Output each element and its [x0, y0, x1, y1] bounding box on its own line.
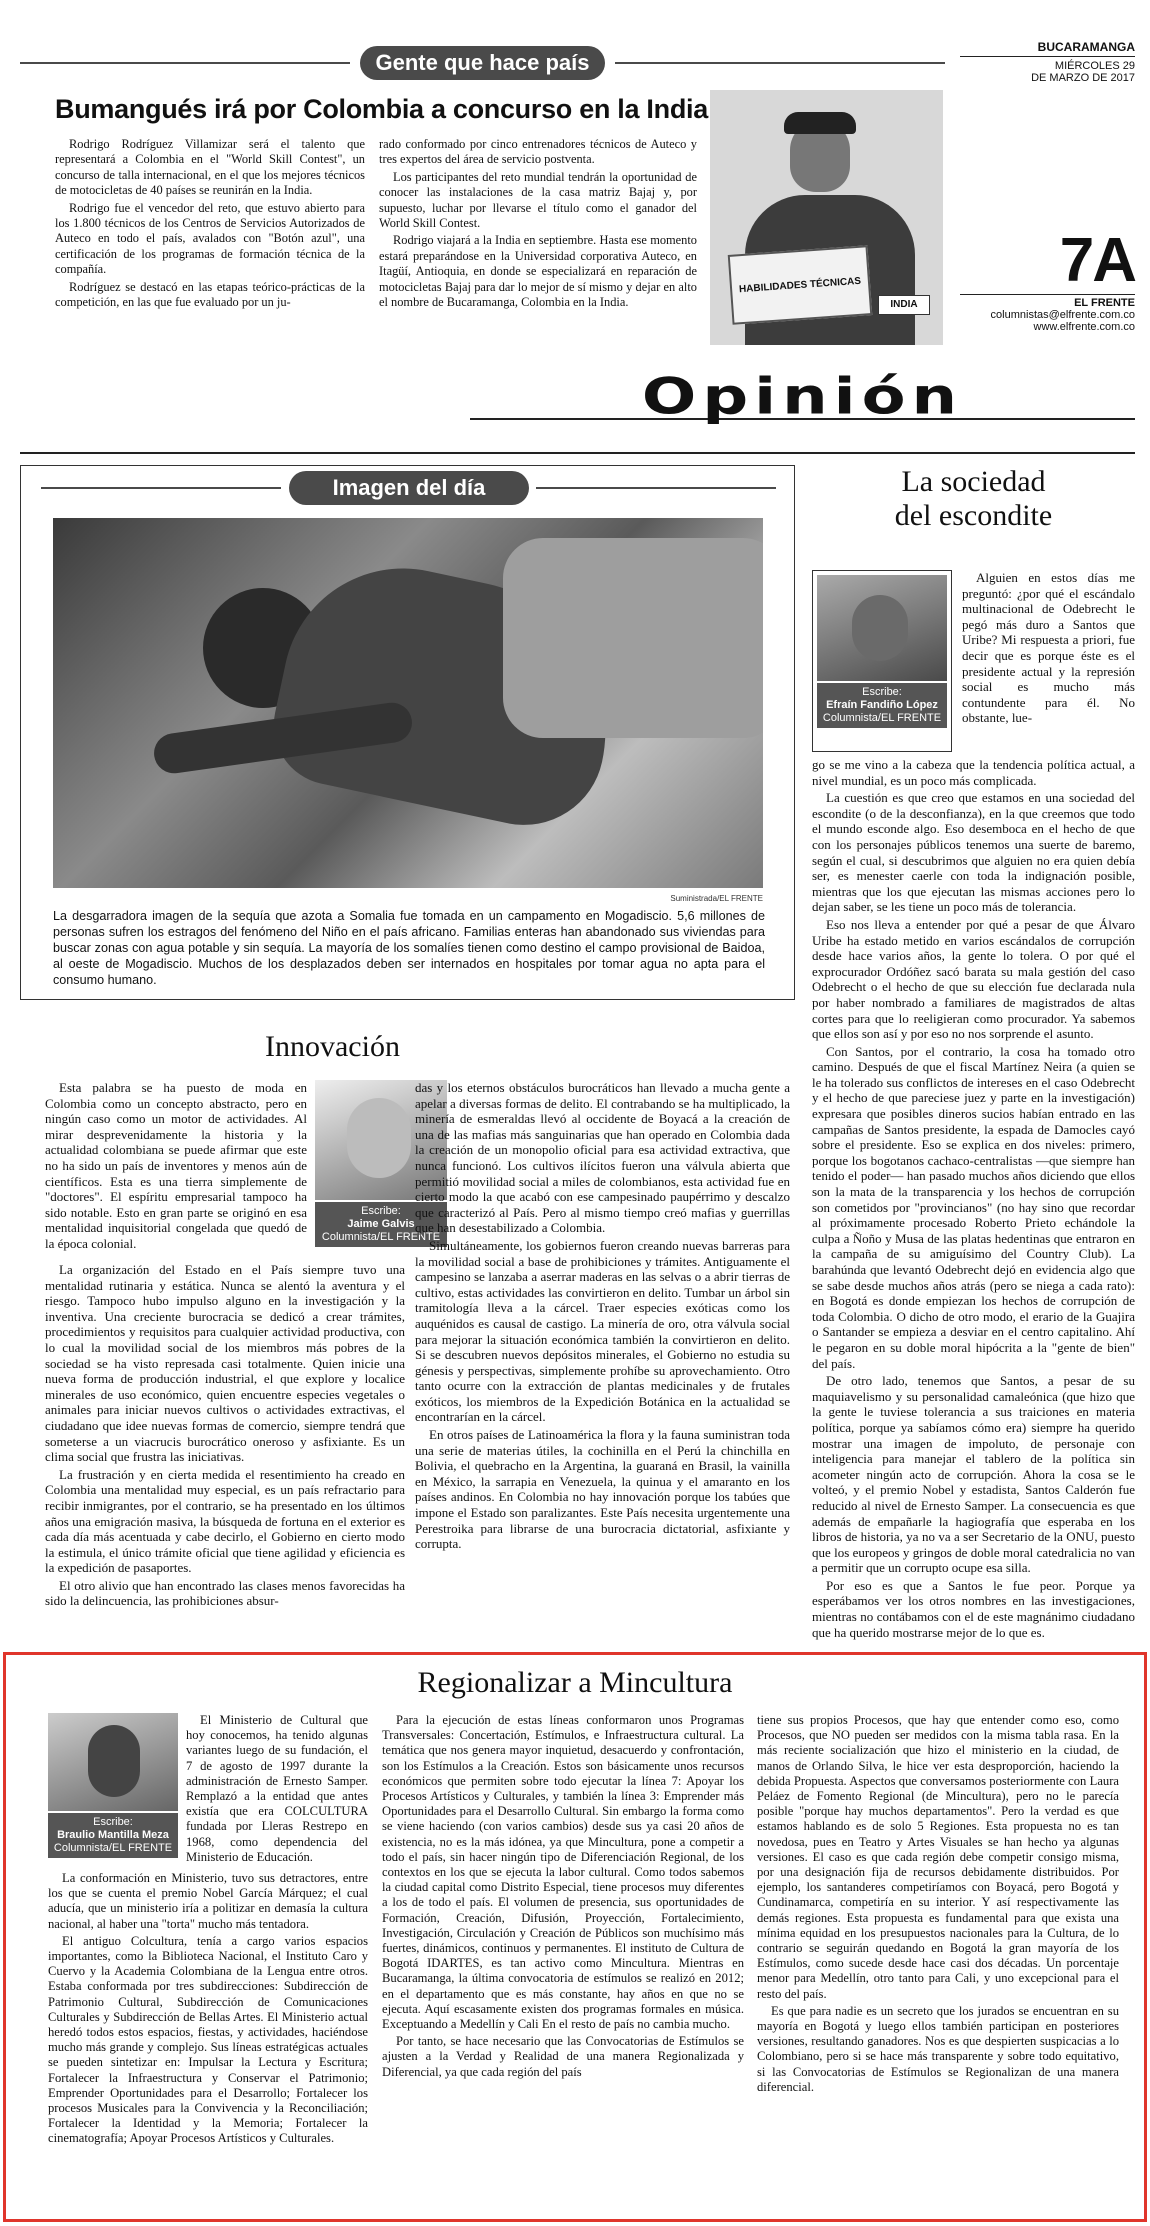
section-rule-bottom	[20, 452, 1135, 454]
story-col-2	[379, 137, 697, 312]
story-col-1	[55, 137, 365, 312]
byline-box	[48, 1813, 178, 1858]
sociedad-body	[812, 757, 1135, 1642]
byline-name: Jaime Galvis	[347, 1218, 415, 1230]
story-paragraph: Rodrigo fue el vencedor del reto, que estuvo abierto para los 1.800 técnicos de los Centros de Servicios Autorizados de Auteco en todo el país, avalados con "Botón azul", una certificación de los programas de formación técnica de la compañía.	[55, 200, 365, 277]
diploma-text: HABILIDADES TÉCNICAS	[738, 275, 862, 296]
sociedad-title-1: La sociedad	[901, 465, 1046, 498]
top-story	[20, 40, 945, 345]
regionalizar-paragraph: El antiguo Colcultura, tenía a cargo varios espacios importantes, como la Biblioteca Nacional, el Instituto Caro y Cuervo y la Academia Colombiana de la Lengua entre otros. Estaba conformada por tres subdirecciones: Subdirección de Patrimonio Cultural, Subdirección de Comunicaciones Culturales y Subdirección de Bellas Artes. El Ministerio actual heredó todos estos espacios, fiestas, y actividades, haciéndose mucho más grande y complejo. Sus líneas estratégicas actuales se pueden sintetizar en: Impulsar la Lectura y Escritura; Fortalecer la Infraestructura y Conservar el Patrimonio; Emprender Oportunidades para el Desarrollo; Fortalecer los procesos Musicales para la Convivencia y la Reconciliación; Fortalecer la Identidad y la Memoria; Fortalecer la cinematografía; Apoyar Procesos Artísticos y Culturales.	[48, 1933, 368, 2146]
columnist-photo	[48, 1713, 178, 1811]
regionalizar-col-1	[48, 1871, 368, 2149]
byline-box	[817, 683, 947, 728]
byline-name: Efraín Fandiño López	[826, 699, 938, 711]
story-paragraph: Rodríguez se destacó en las etapas teórico-prácticas de la competición, en las que fue evaluado por un ju-	[55, 279, 365, 310]
blanket-icon	[503, 538, 763, 738]
website: www.elfrente.com.co	[1033, 321, 1135, 333]
innovacion-col-2	[415, 1080, 790, 1554]
drought-photo	[53, 518, 763, 888]
cap-icon	[784, 112, 856, 134]
india-tag: INDIA	[878, 295, 930, 315]
byline-label: Escribe:	[93, 1816, 133, 1828]
byline-label: Escribe:	[361, 1205, 401, 1217]
regionalizar-paragraph: La conformación en Ministerio, tuvo sus detractores, entre los que se cuenta el premio Nobel García Márquez; el cual aducía, que un ministerio iría a politizar en demasía la cultura nacional, al haber una "torta" mucho más tentadora.	[48, 1871, 368, 1931]
regionalizar-paragraph: Por tanto, se hace necesario que las Convocatorias de Estímulos se ajusten a la Verdad y Realidad de una manera Regionalizada y Diferencial, ya que cada región del país	[382, 2034, 744, 2079]
sociedad-paragraph: Eso nos lleva a entender por qué a pesar de que Álvaro Uribe ha estado metido en varios escándalos de corrupción desde hace varios años, la gente lo tolera. O por qué el exprocurador Ordóñez sacó barata su mala gestión del caso Odebrecht o el hecho de que su elección fue declarada nula por haber nombrado a familiares de magistrados de altas cortes para que lo reeligieran como procurador. Ya sabemos que ellos son así y por eso no nos sorprende el asunto.	[812, 916, 1135, 1042]
sociedad-paragraph: De otro lado, tenemos que Santos, a pesar de su maquiavelismo y su personalidad camaleónica (que hizo que la gente le tuviese tolerancia a sus traiciones en materia política, porque ya sabíamos cómo era) siempre ha querido mostrar una imagen de impoluto, de personaje con inteligencia para manejar el tablero de la política sin acometer ningún acto de corrupción. Ahora la cosa se le volteó, y el premio Nobel y estadista, Santos Calderón fue reducido al nivel de Ernesto Samper. La consecuencia es que además de empañarle la hagiografía que esperaba en los libros de historia, ya no va a ser Secretario de la ONU, puesto que los europeos y gringos de doble moral catedralicia no van a permitir que un corrupto ocupe esa silla.	[812, 1373, 1135, 1576]
pill-rule-left	[20, 62, 350, 64]
regionalizar-col-2	[382, 1713, 744, 2082]
diploma-sign	[728, 245, 873, 325]
columnist-face-icon	[347, 1098, 411, 1178]
page-number: 7A	[1059, 226, 1135, 295]
columnist-face-icon	[88, 1725, 140, 1797]
byline-role: Columnista/EL FRENTE	[822, 712, 942, 724]
sociedad-column	[812, 465, 1135, 1640]
regionalizar-paragraph: tiene sus propios Procesos, que hay que entender como eso, como Procesos, que NO pueden ser medidos con la misma tabla rasa. En la más reciente socialización que hizo el ministerio en la ciudad, de manos de Orlando Silva, le hice ver esta desproporción, haciendo la debida Propuesta. Aspectos que conversamos posteriormente con Laura Peláez de Fomento Regional (de Mincultura), pero no le parecía posible "porque hay muchos departamentos". Pero la verdad es que estamos hablando es de solo 5 Regiones. Esta propuesta no es tan novedosa, pues en Teatro y Artes Visuales se han hecho ya algunas versiones. El caso es que cada región debe competir consigo misma, por una designación fija de recursos debidamente distribuidos. Por ejemplo, los santanderes competiríamos con Boyacá, pero Bogotá y Cundinamarca, competiría en su interior. Y así respectivamente las demás regiones. Esta propuesta es fundamental para que exista una mínima equidad en los presupuestos nacionales para la Cultura, de lo contrario se seguirán quedando en Bogotá la gran mayoría de los Estímulos, como sucede desde hace casi dos décadas. Un porcentaje menor para Medellín, otro tanto para Cali, y uno excepcional para el resto del país.	[757, 1713, 1119, 2001]
date-line-1: MIÉRCOLES 29	[1054, 60, 1135, 72]
sociedad-paragraph: La cuestión es que creo que estamos en una sociedad del escondite (o de la desconfianza), en la que creemos que todo el mundo esconde algo. Eso desemboca en el hecho de que con los personajes públicos tenemos una suerte de baremo, según el cual, si descubrimos que alguien no era quien debía ser, es menester caerle con toda la indignación posible, mientras que los que ejecutan las mismas acciones pero lo dejan saber, se les tiene un poco más de tolerancia.	[812, 790, 1135, 915]
image-of-day	[20, 465, 795, 1000]
story-photo	[710, 90, 943, 345]
paper-name: EL FRENTE	[960, 294, 1135, 309]
image-of-day-pill: Imagen del día	[289, 471, 529, 505]
innovacion-paragraph: En otros países de Latinoamérica la flora y la fauna suministran toda una serie de materias útiles, la cochinilla en el Perú la chinchilla en Bolivia, el quebracho en la Argentina, la guaraná en Brasil, la vainilla en México, la sarrapia en Venezuela, la quinua y el amaranto en los países andinos. En Colombia no hay innovación porque los tabúes que impone el Estado son paralizantes. Este País necesita urgentemente una Perestroika para librarse de una burocracia dictatorial, asfixiante y corrupta.	[415, 1427, 790, 1552]
columnist-face-icon	[852, 595, 908, 661]
masthead	[960, 40, 1135, 333]
innovacion-paragraph: das y los eternos obstáculos burocráticos han llevado a mucha gente a apelar a diversas formas de delito. El contrabando se ha multiplicado, la minería de esmeraldas llevó al occidente de Boyacá a la creación de una de las mafias más sanguinarias que han operado en Colombia dada la creación de un monopolio oficial para esa actividad extractiva, que nunca funcionó. Los cultivos ilícitos fueron una válvula abierta que permitió movilidad social a miles de colombianos, esta actividad fue en cierto modo la que acabó con ese campesinado paupérrimo y descalzo que caracterizó al País. Pero al mismo tiempo creó mafias y guerrillas que han desestabilizado a Colombia.	[415, 1080, 790, 1236]
section-title: Opinión	[641, 368, 964, 426]
innovacion-paragraph: La frustración y en cierta medida el resentimiento ha creado en Colombia una mentalidad muy especial, es un país refractario para recibir inmigrantes, por el contrario, se ha presentado en los últimos años una emigración masiva, la búsqueda de fortuna en el exterior es cada día más acentuada y cabe decirlo, el Gobierno en cierto modo la estimula, el único trámite oficial que tiene agilidad y eficiencia es la expedición de pasaportes.	[45, 1466, 405, 1576]
regionalizar-column	[20, 1665, 1130, 2146]
regionalizar-intro: El Ministerio de Cultural que hoy conocemos, ha tenido algunas variantes luego de su fundación, el 7 de agosto de 1997 durante la administración de Ernesto Samper. Remplazó a la entidad que antes existía que era COLCULTURA fundada por Lleras Restrepo en 1968, como dependencia del Ministerio de Educación.	[186, 1713, 368, 1864]
sociedad-byline	[812, 570, 952, 752]
pill-rule-left	[41, 487, 281, 489]
innovacion-paragraph: La organización del Estado en el País siempre tuvo una mentalidad rutinaria y estática. Nunca se alentó la aventura y el riesgo. Tampoco hubo impulso alguno en la investigación y la inventiva. Una creciente burocracia se dedicó a crear trámites, procedimientos y requisitos para cualquier actividad productiva, con lo cual la movilidad social de los miembros más pobres de la sociedad se ha visto represada casi totalmente. Quien inicie una nueva forma de producción industrial, el que explore y localice minerales de uso económico, quien encuentre especies vegetales o animales para iniciar nuevos cultivos o actividades extractivas, el ciudadano que idee nuevas formas de comercio, siempre tendrá que someterse a un viacrucis burocrático oneroso y asfixiante. Es un clima social que frustra las iniciativas.	[45, 1262, 405, 1465]
regionalizar-title: Regionalizar a Mincultura	[417, 1666, 733, 1699]
regionalizar-col-3	[757, 1713, 1119, 2097]
photo-credit: Suministrada/EL FRENTE	[670, 894, 763, 903]
sociedad-title-2: del escondite	[894, 499, 1053, 532]
innovacion-intro: Esta palabra se ha puesto de moda en Colombia como un concepto abstracto, pero en ningún caso como un motor de actividades. Al mirar desprevenidamente la historia y la actualidad colombiana se puede afirmar que este no ha sido un país de inventores y menos aún de científicos. Esta es una tierra simplemente de "doctores". El espíritu empresarial tampoco ha sido notable. Esto en gran parte se originó en esa mentalidad inquisitorial congelada que quedó de la época colonial.	[45, 1080, 307, 1251]
photo-caption: La desgarradora imagen de la sequía que azota a Somalia fue tomada en un campamento en Mogadiscio. 5,6 millones de personas sufren los estragos del fenómeno del Niño en el país africano. Familias enteras han abandonado sus viviendas para buscar zonas con agua potable y sin sequía. La mayoría de los somalíes tienen como destino el campo provisional de Baidoa, al oeste de Mogadiscio. Muchos de los desplazados deben ser internados en hospitales por tomar agua no apta para el consumo humano.	[53, 909, 765, 987]
sociedad-paragraph: go se me vino a la cabeza que la tendencia política actual, a nivel mundial, es un poco más complicada.	[812, 757, 1135, 788]
byline-role: Columnista/EL FRENTE	[53, 1842, 173, 1854]
story-paragraph: Rodrigo viajará a la India en septiembre. Hasta ese momento estará preparándose en la Universidad corporativa Auteco, en Itagüí, Antioquia, en donde se especializará en reparación de motocicletas Bajaj para dar lo mejor de sí mismo y dejar en alto el nombre de Bucaramanga, Colombia en la India.	[379, 233, 697, 310]
columnist-email: columnistas@elfrente.com.co	[990, 309, 1135, 321]
byline-role: Columnista/EL FRENTE	[321, 1231, 441, 1243]
regionalizar-paragraph: Para la ejecución de estas líneas conformaron unos Programas Transversales: Concertación, Estímulos, e Infraestructura cultural. La temática que nos genera mayor inquietud, desacuerdo y confrontación, son los Estímulos a la Creación. Estos son básicamente unos recursos económicos que permiten sobre todo ejecutar la línea 7: Apoyar los Procesos Artísticos y Culturales, y también la línea 3: Emprender más Oportunidades para el Desarrollo Cultural. Sin embargo la forma como se viene haciendo (con varios cambios) desde sus ya casi 20 años de existencia, no es la más idónea, ya que Mincultura, pone a competir a todo el país, sin hacer ningún tipo de Diferenciación Regional, de los contextos en los que se ejecuta la labor cultural. Como todos sabemos la ciudad capital como Distrito Especial, tiene procesos muy diferentes a los de todo el país. El volumen de presencia, sus oportunidades de Formación, Creación, Difusión, Proyección, Fortalecimiento, Investigación, Circulación y Creación de Públicos son muchísimo más fuertes, dinámicos, continuos y permanentes. El instituto de Cultura de Bogotá IDARTES, es tan activo como Mincultura. Mientras en Bucaramanga, la última convocatoria de estímulos se realizó en 2012; en el departamento que es más constante, hay años en que no se ejecuta. Aquí escasamente existen dos programas formales en música. Exceptuando a Medellín y Cali En el resto de país no cambia mucho.	[382, 1713, 744, 2032]
regionalizar-byline	[48, 1713, 178, 1865]
innovacion-paragraph: El otro alivio que han encontrado las clases menos favorecidas ha sido la delincuencia, las prohibiciones absur-	[45, 1577, 405, 1609]
sociedad-paragraph: Por eso es que a Santos le fue peor. Porque ya esperábamos ver los otros nombres en las investigaciones, mientras no contábamos con el de este magnánimo ciudadano que ha querido mostrarse mejor de lo que es.	[812, 1577, 1135, 1640]
columnist-photo	[817, 575, 947, 681]
story-paragraph: rado conformado por cinco entrenadores técnicos de Auteco y tres expertos del área de servicio postventa.	[379, 137, 697, 167]
innovacion-paragraph: Simultáneamente, los gobiernos fueron creando nuevas barreras para la movilidad social a base de prohibiciones y trámites. Antiguamente el campesino se lanzaba a aserrar maderas en las selvas o a abrir tierras de cultivo, estas actividades las convirtieron en delito. Tumbar un árbol sin tramitología lleva a la cárcel. Traer especies exóticas como los auquénidos es causal de castigo. La minería de oro, otra válvula social para mejorar la situación económica también la convirtieron en delito. Si se descubren nuevos depósitos minerales, el Gobierno no estudia su génesis y perspectivas, simplemente prohíbe su aprovechamiento. Otro tanto ocurre con la extracción de plantas medicinales y de frutales exóticos, los miembros de la Expedición Botánica en la actualidad se encontrarían en la cárcel.	[415, 1237, 790, 1425]
story-paragraph: Los participantes del reto mundial tendrán la oportunidad de conocer las instalaciones de la casa matriz Bajaj y, por supuesto, luchar por llevarse el título como el ganador del World Skill Contest.	[379, 169, 697, 231]
pill-rule-right	[615, 62, 945, 64]
innovacion-col-1	[45, 1262, 405, 1611]
innovacion-title: Innovación	[265, 1030, 400, 1063]
regionalizar-paragraph: Es que para nadie es un secreto que los jurados se encuentran en su mayoría en Bogotá y luego ellos también participan en posteriores versiones, resultando ganadores. Nos es que despierten suspicacias a lo Colombiano, pero si se hace más transparente y sobre todo equitativo, si las Convocatorias de Estímulos se Regionalizan de una manera diferencial.	[757, 2003, 1119, 2094]
story-paragraph: Rodrigo Rodríguez Villamizar será el talento que representará a Colombia en el "World Skill Contest", un concurso de talla internacional, en el que los mejores técnicos de motocicletas de 40 países se reunirán en la India.	[55, 137, 365, 198]
section-pill: Gente que hace país	[360, 46, 605, 80]
city: BUCARAMANGA	[960, 40, 1135, 57]
byline-name: Braulio Mantilla Meza	[57, 1829, 169, 1841]
date-line-2: DE MARZO DE 2017	[1031, 72, 1135, 84]
sociedad-paragraph: Con Santos, por el contrario, la cosa ha tomado otro camino. Después de que el fiscal Martínez Neira (a quien se le ha tolerado sus conflictos de intereses en el caso Odebrecht y el hecho de que pareciese juez y parte en la investigación) expresara que posibles dineros sucios habían entrado en las campañas de Santos presidente, la espada de Damocles cayó sobre el presidente. Eso se explica en dos niveles: primero, porque los bogotanos cachaco-centralistas —que siempre han tenido el poder— han pasado muchos años diciendo que ellos son la mata de la transparencia y los hechos de corrupción son cometidos por "provincianos" (no hay sino que recordar al próximamente procesado Roberto Prieto echándole la culpa a Ñoño y Musa de las platas hedentinas que entraron en la campaña de su amiguísimo del Country Club). La barahúnda que levantó Odebrecht dejó en evidencia algo que se sabe desde muchos años atrás (pero se niega a cada rato): en Bogotá es donde empiezan los hechos de corrupción de toda Colombia. O dicho de otro modo, el erario de la Guajira o Santander se empieza a desviar en el centro capitalino. Ahí le pegaron en su doble moral hipócrita a la "gente de bien" del país.	[812, 1043, 1135, 1371]
pill-rule-right	[536, 487, 776, 489]
headline: Bumangués irá por Colombia a concurso en la India	[55, 94, 708, 124]
sociedad-intro: Alguien en estos días me preguntó: ¿por qué el escándalo multinacional de Odebrecht le pegó más duro a Santos que Uribe? Mi respuesta a priori, fue decir que es porque éste es el presidente actual y la represión social es mucho más contundente para él. No obstante, lue-	[962, 570, 1135, 726]
byline-label: Escribe:	[862, 686, 902, 698]
